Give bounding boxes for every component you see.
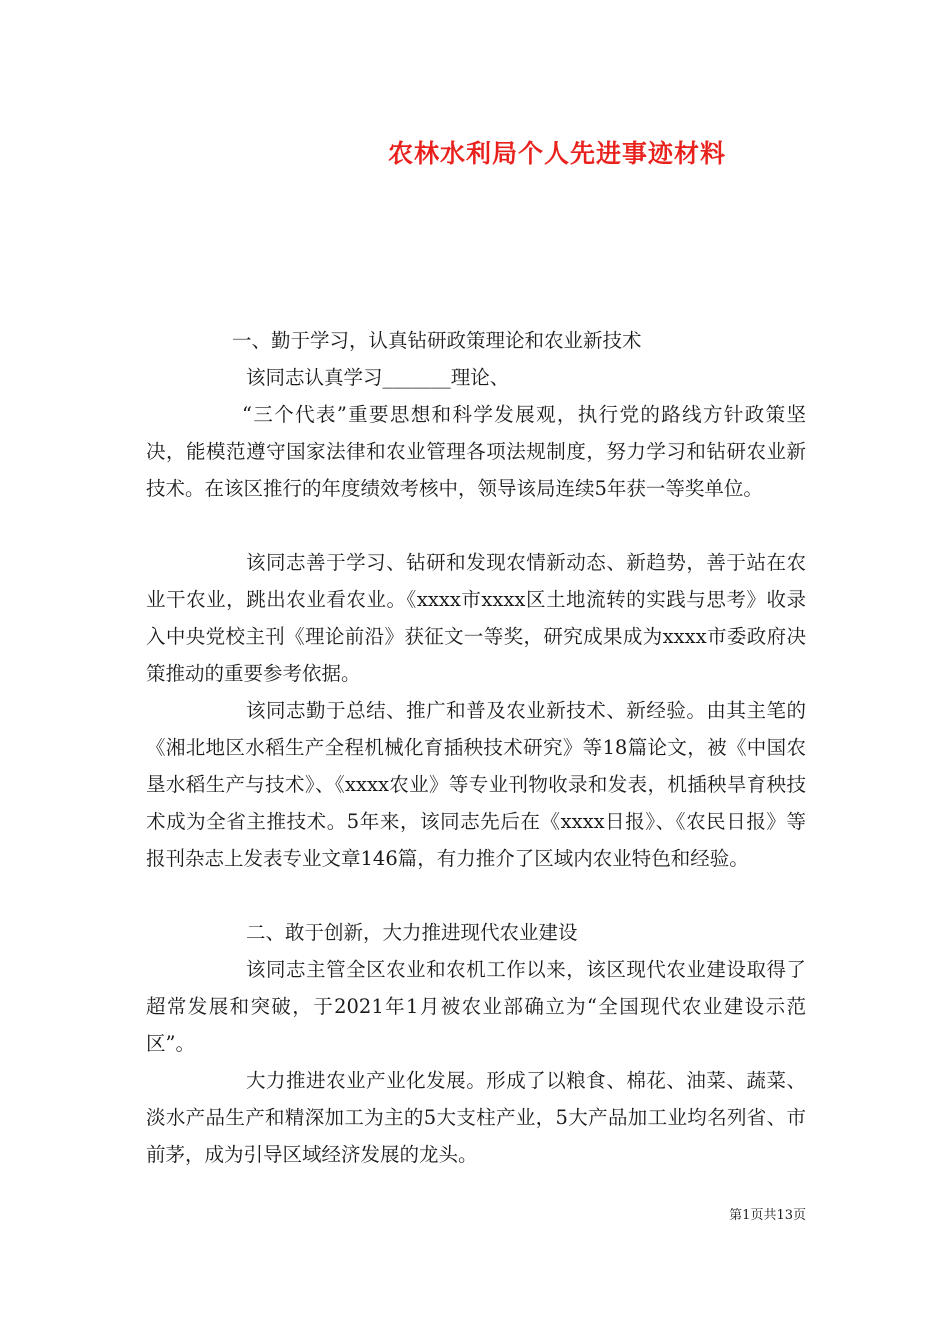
paragraph: 该同志认真学习_______理论、 [246,366,510,389]
page-footer: 第1页共13页 [729,1208,806,1223]
paragraph: 该同志善于学习、钻研和发现农情新动态、新趋势，善于站在农业干农业，跳出农业看农业。《xxxx市xxxx区土地流转的实践与思考》收录入中央党校主刊《理论前沿》获征文一等奖，研究成果成为xxxx市委政府决策推动的重要参考依据。 [146,551,806,685]
section-heading-2: 二、敢于创新，大力推进现代农业建设 [246,921,578,944]
paragraph: 该同志主管全区农业和农机工作以来，该区现代农业建设取得了超常发展和突破，于2021年1月被农业部确立为“全国现代农业建设示范区”。 [146,958,806,1055]
paragraph: 该同志勤于总结、推广和普及农业新技术、新经验。由其主笔的《湘北地区水稻生产全程机械化育插秧技术研究》等18篇论文，被《中国农垦水稻生产与技术》、《xxxx农业》等专业刊物收录和发表，机插秧旱育秧技术成为全省主推技术。5年来，该同志先后在《xxxx日报》、《农民日报》等报刊杂志上发表专业文章146篇，有力推介了区域内农业特色和经验。 [146,699,806,870]
section-heading-1: 一、勤于学习，认真钻研政策理论和农业新技术 [232,329,642,352]
paragraph: “三个代表”重要思想和科学发展观，执行党的路线方针政策坚决，能模范遵守国家法律和农业管理各项法规制度，努力学习和钻研农业新技术。在该区推行的年度绩效考核中，领导该局连续5年获一等奖单位。 [146,403,806,500]
paragraph: 大力推进农业产业化发展。形成了以粮食、棉花、油菜、蔬菜、淡水产品生产和精深加工为主的5大支柱产业，5大产品加工业均名列省、市前茅，成为引导区域经济发展的龙头。 [146,1069,806,1166]
document-title: 农林水利局个人先进事迹材料 [387,139,726,168]
